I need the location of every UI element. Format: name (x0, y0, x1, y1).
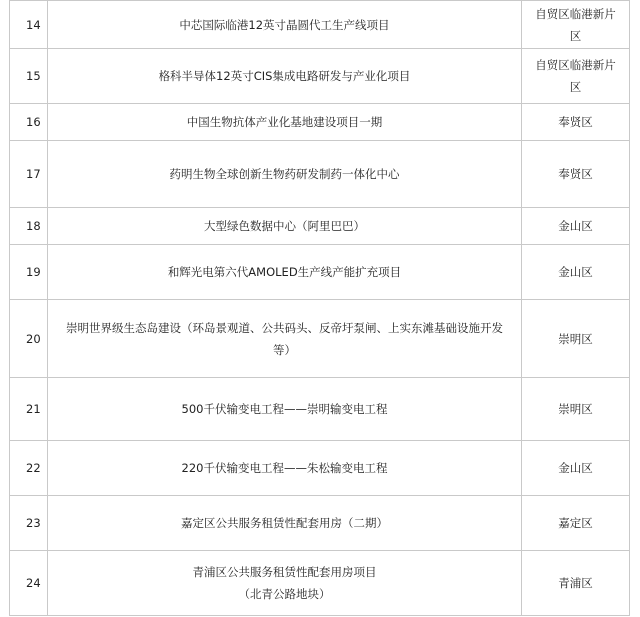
row-number: 23 (10, 496, 48, 551)
row-number: 22 (10, 441, 48, 496)
project-name-line: 崇明世界级生态岛建设（环岛景观道、公共码头、反帝圩泵闸、上实东滩基础设施开发 (66, 320, 503, 335)
project-name-line: 中芯国际临港12英寸晶圆代工生产线项目 (179, 17, 390, 32)
project-name-line: 中国生物抗体产业化基地建设项目一期 (186, 115, 383, 129)
district (522, 1, 630, 49)
district (522, 245, 630, 300)
project-name-line: 500千伏输变电工程——崇明输变电工程 (181, 402, 388, 416)
table-row (10, 300, 630, 378)
district (522, 49, 630, 104)
district (522, 141, 630, 208)
project-name-line: 药明生物全球创新生物药研发制药一体化中心 (169, 167, 400, 181)
row-number: 24 (10, 551, 48, 616)
project-name (48, 208, 522, 245)
district (522, 496, 630, 551)
district (522, 441, 630, 496)
district-line: 崇明区 (558, 402, 593, 416)
district-line: 金山区 (558, 219, 593, 233)
project-name (48, 378, 522, 441)
district-line: 区 (569, 28, 582, 43)
project-name-line: 嘉定区公共服务租赁性配套用房（二期） (181, 516, 388, 530)
row-number: 18 (10, 208, 48, 245)
row-number: 19 (10, 245, 48, 300)
row-number: 14 (10, 1, 48, 49)
district (522, 208, 630, 245)
project-name (48, 49, 522, 104)
district-line: 金山区 (558, 461, 593, 475)
table-row (10, 496, 630, 551)
project-name-line: 220千伏输变电工程——朱松输变电工程 (181, 461, 388, 475)
table-row (10, 245, 630, 300)
row-number: 16 (10, 104, 48, 141)
row-number: 21 (10, 378, 48, 441)
project-name (48, 1, 522, 49)
district-line: 奉贤区 (558, 167, 593, 181)
district-line: 区 (569, 80, 582, 94)
table-row (10, 208, 630, 245)
district (522, 551, 630, 616)
district-line: 自贸区临港新片 (535, 58, 616, 72)
district-line: 崇明区 (558, 331, 593, 346)
project-name (48, 496, 522, 551)
district-line: 奉贤区 (558, 115, 593, 129)
project-name-line: 和辉光电第六代AMOLED生产线产能扩充项目 (167, 265, 402, 279)
district (522, 104, 630, 141)
project-name (48, 551, 522, 616)
district-line: 金山区 (558, 265, 593, 279)
project-name-line: 大型绿色数据中心（阿里巴巴） (204, 219, 365, 233)
table-row (10, 441, 630, 496)
project-name (48, 104, 522, 141)
project-name (48, 441, 522, 496)
project-table (9, 0, 630, 616)
district-line: 自贸区临港新片 (535, 6, 616, 21)
row-number: 20 (10, 300, 48, 378)
table-row (10, 1, 630, 49)
district-line: 青浦区 (558, 576, 593, 590)
table-row (10, 551, 630, 616)
project-name-line: 等） (273, 342, 296, 357)
table-row (10, 378, 630, 441)
project-name (48, 141, 522, 208)
row-number: 17 (10, 141, 48, 208)
district (522, 378, 630, 441)
row-number: 15 (10, 49, 48, 104)
project-name-line: （北青公路地块） (238, 587, 331, 601)
project-name (48, 245, 522, 300)
table-row (10, 104, 630, 141)
table-row (10, 49, 630, 104)
project-name (48, 300, 522, 378)
project-name-line: 格科半导体12英寸CIS集成电路研发与产业化项目 (158, 69, 411, 83)
district-line: 嘉定区 (558, 516, 593, 530)
district (522, 300, 630, 378)
project-name-line: 青浦区公共服务租赁性配套用房项目 (192, 565, 377, 579)
table-row (10, 141, 630, 208)
